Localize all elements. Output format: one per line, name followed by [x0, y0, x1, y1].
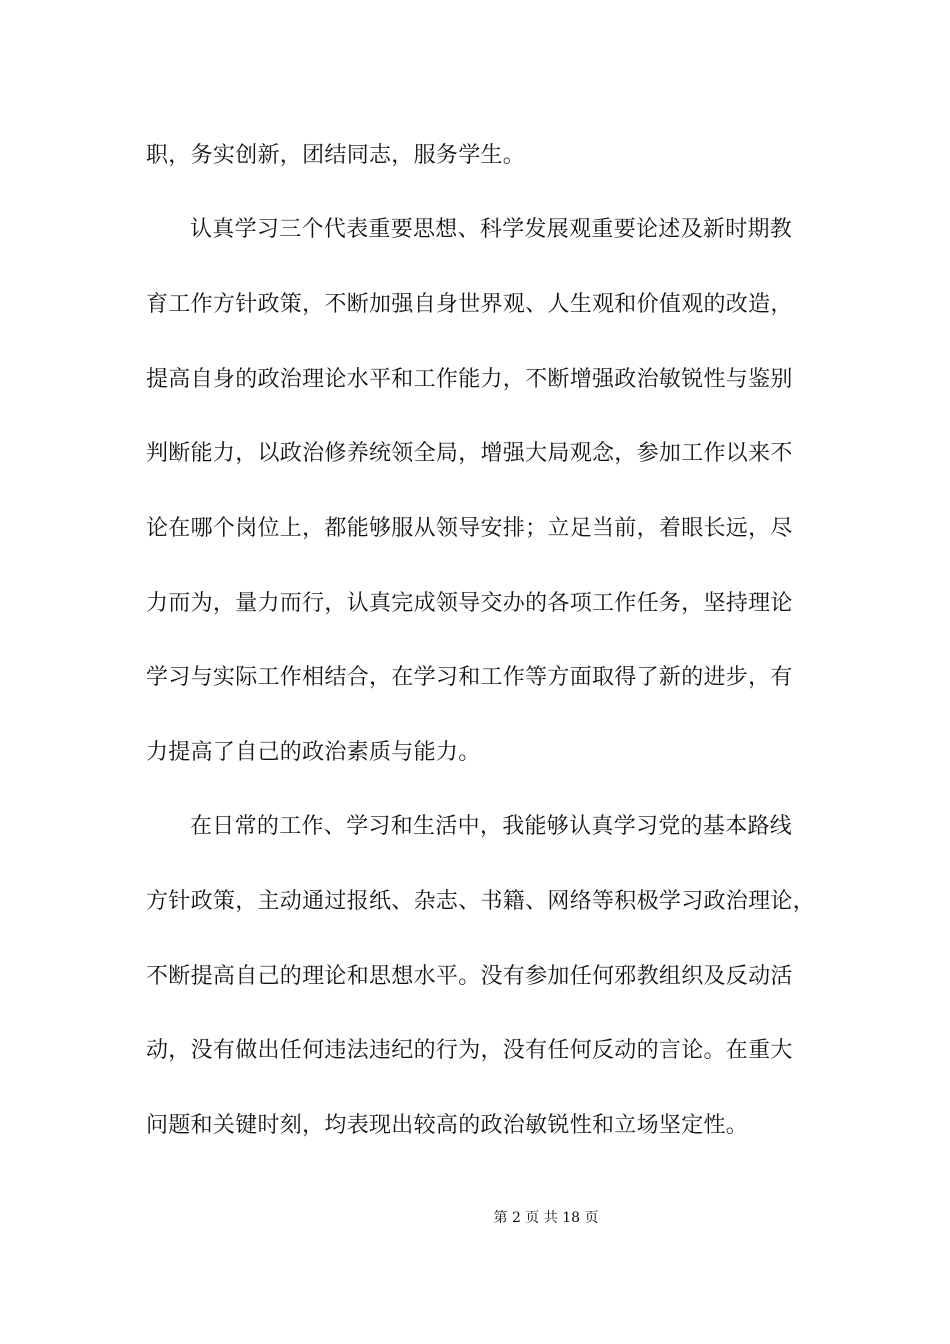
- text-line-5: 判断能力，以政治修养统领全局，增强大局观念，参加工作以来不: [146, 441, 793, 466]
- text-line-1: 职，务实创新，团结同志，服务学生。: [146, 143, 526, 168]
- text-line-4: 提高自身的政治理论水平和工作能力，不断增强政治敏锐性与鉴别: [146, 367, 793, 392]
- text-line-14: 问题和关键时刻，均表现出较高的政治敏锐性和立场坚定性。: [146, 1113, 749, 1138]
- text-line-13: 动，没有做出任何违法违纪的行为，没有任何反动的言论。在重大: [146, 1038, 793, 1063]
- page-number-footer: 第 2 页 共 18 页: [493, 1210, 599, 1226]
- text-line-12: 不断提高自己的理论和思想水平。没有参加任何邪教组织及反动活: [146, 964, 793, 989]
- text-line-10: 在日常的工作、学习和生活中，我能够认真学习党的基本路线: [190, 814, 793, 839]
- text-line-7: 力而为，量力而行，认真完成领导交办的各项工作任务，坚持理论: [146, 591, 793, 616]
- text-line-3: 育工作方针政策，不断加强自身世界观、人生观和价值观的改造，: [146, 292, 793, 317]
- text-line-11: 方针政策，主动通过报纸、杂志、书籍、网络等积极学习政治理论，: [146, 889, 816, 914]
- text-line-2: 认真学习三个代表重要思想、科学发展观重要论述及新时期教: [190, 217, 793, 242]
- text-line-6: 论在哪个岗位上，都能够服从领导安排；立足当前，着眼长远，尽: [146, 516, 793, 541]
- text-line-8: 学习与实际工作相结合，在学习和工作等方面取得了新的进步，有: [146, 665, 793, 690]
- text-line-9: 力提高了自己的政治素质与能力。: [146, 740, 481, 765]
